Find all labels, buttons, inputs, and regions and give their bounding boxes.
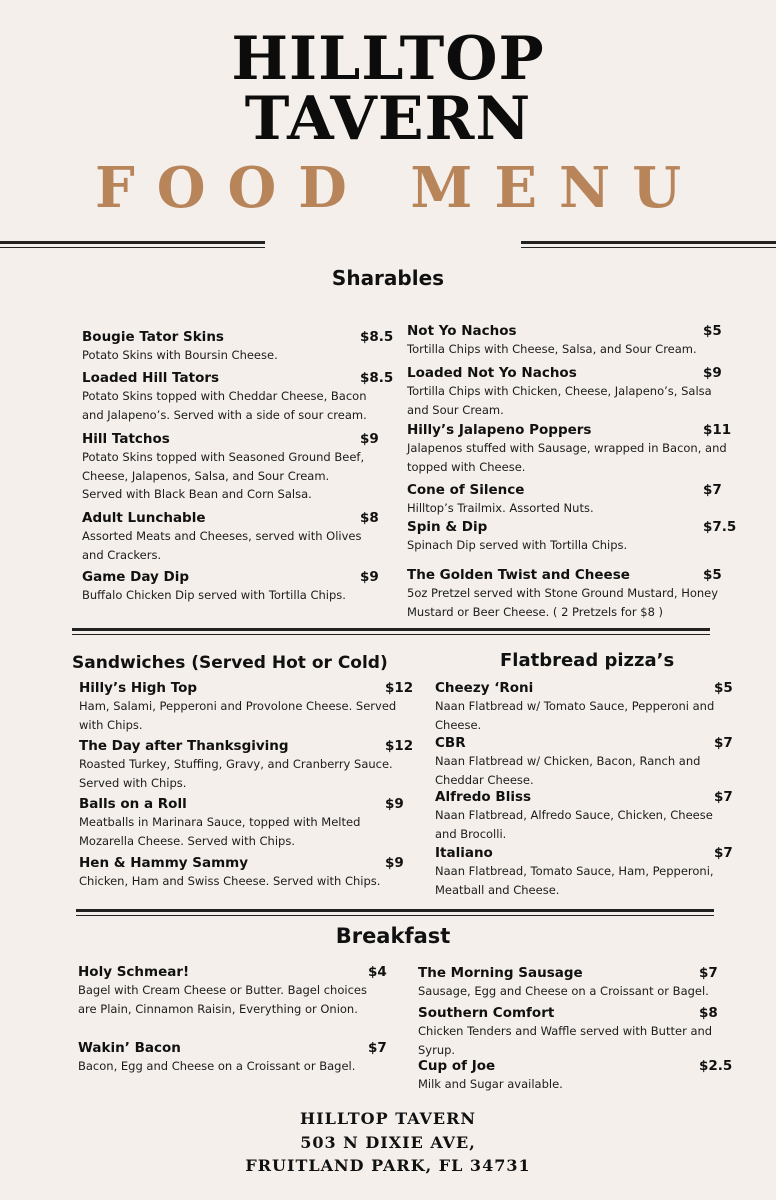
menu-item-name: Italiano <box>435 845 493 861</box>
menu-item-price: $7 <box>703 482 722 498</box>
menu-item-description: Potato Skins topped with Cheddar Cheese, Bacon and Jalapeno’s. Served with a side of sour cream. <box>82 389 367 422</box>
mid-rule-thick <box>76 909 714 912</box>
menu-item <box>418 1057 733 1094</box>
menu-item-description: Naan Flatbread w/ Tomato Sauce, Pepperoni and Cheese. <box>435 699 715 732</box>
menu-item-description: Chicken Tenders and Waffle served with Butter and Syrup. <box>418 1024 713 1057</box>
menu-item-price: $7 <box>714 735 733 751</box>
menu-item-description: Ham, Salami, Pepperoni and Provolone Cheese. Served with Chips. <box>79 699 397 732</box>
menu-item-price: $7 <box>699 965 718 981</box>
restaurant-name-line1: HILLTOP <box>231 24 545 94</box>
menu-item-description: Naan Flatbread w/ Chicken, Bacon, Ranch and Cheddar Cheese. <box>435 754 701 787</box>
menu-item-name: Cheezy ‘Roni <box>435 680 534 696</box>
header-rule-right-thin <box>521 247 776 248</box>
menu-item-name: Balls on a Roll <box>79 796 187 812</box>
mid-rule-thin <box>76 915 714 916</box>
menu-item <box>435 679 733 734</box>
menu-item-name: Adult Lunchable <box>82 510 206 526</box>
menu-item-name: The Day after Thanksgiving <box>79 738 289 754</box>
menu-item-name: The Golden Twist and Cheese <box>407 567 630 583</box>
menu-item-description: Sausage, Egg and Cheese on a Croissant or Bagel. <box>418 984 709 998</box>
menu-item-description: Bacon, Egg and Cheese on a Croissant or Bagel. <box>78 1059 356 1073</box>
header-rule-left-thin <box>0 247 265 248</box>
menu-item <box>418 964 726 1001</box>
menu-item-description: Naan Flatbread, Tomato Sauce, Ham, Pepperoni, Meatball and Cheese. <box>435 864 714 897</box>
menu-item-price: $7 <box>714 845 733 861</box>
sharables-rule-thin <box>72 634 710 635</box>
menu-item-name: Game Day Dip <box>82 569 190 585</box>
menu-item-name: Hilly’s High Top <box>79 680 198 696</box>
menu-item-price: $7.5 <box>703 519 737 535</box>
menu-item-name: Spin & Dip <box>407 519 488 535</box>
menu-item-price: $4 <box>368 964 387 980</box>
menu-item-price: $8 <box>699 1005 718 1021</box>
menu-item-description: Potato Skins with Boursin Cheese. <box>82 348 278 362</box>
menu-item-name: Holy Schmear! <box>78 964 190 980</box>
menu-item <box>82 509 379 564</box>
header-rule-right-thick <box>521 241 776 244</box>
section-title-sandwiches: Sandwiches (Served Hot or Cold) <box>72 653 388 673</box>
menu-item <box>435 734 733 789</box>
menu-item-price: $5 <box>703 567 722 583</box>
menu-item-price: $5 <box>703 323 722 339</box>
menu-item-name: Cup of Joe <box>418 1058 496 1074</box>
menu-item-description: Buffalo Chicken Dip served with Tortilla Chips. <box>82 588 346 602</box>
menu-item-name: Hilly’s Jalapeno Poppers <box>407 422 592 438</box>
menu-item-name: Bougie Tator Skins <box>82 329 224 345</box>
menu-item-price: $5 <box>714 680 733 696</box>
menu-item <box>82 430 379 504</box>
menu-item <box>78 963 386 1018</box>
menu-item-name: Not Yo Nachos <box>407 323 517 339</box>
footer-city: FRUITLAND PARK, FL 34731 <box>245 1156 531 1175</box>
section-title-breakfast: Breakfast <box>335 924 451 948</box>
menu-item <box>407 481 727 518</box>
menu-item-name: Loaded Not Yo Nachos <box>407 365 577 381</box>
menu-item-name: Cone of Silence <box>407 482 525 498</box>
menu-item-description: Tortilla Chips with Chicken, Cheese, Jalapeno’s, Salsa and Sour Cream. <box>407 384 712 417</box>
menu-item-description: 5oz Pretzel served with Stone Ground Mustard, Honey Mustard or Beer Cheese. ( 2 Pretzels for $8 ) <box>407 586 719 619</box>
menu-item-description: Milk and Sugar available. <box>418 1077 563 1091</box>
menu-item-description: Tortilla Chips with Cheese, Salsa, and Sour Cream. <box>407 342 697 356</box>
menu-item-name: Southern Comfort <box>418 1005 555 1021</box>
menu-item-price: $12 <box>385 738 414 754</box>
menu-item <box>78 1039 386 1076</box>
menu-item-price: $8.5 <box>360 370 394 386</box>
menu-item-description: Naan Flatbread, Alfredo Sauce, Chicken, Cheese and Brocolli. <box>435 808 713 841</box>
menu-item <box>407 566 727 621</box>
menu-item-price: $7 <box>368 1040 387 1056</box>
menu-item-description: Meatballs in Marinara Sauce, topped with Melted Mozarella Cheese. Served with Chips. <box>79 815 361 848</box>
menu-item <box>435 788 733 843</box>
menu-item-name: Alfredo Bliss <box>435 789 532 805</box>
menu-item-description: Assorted Meats and Cheeses, served with Olives and Crackers. <box>82 529 362 562</box>
menu-item-price: $8 <box>360 510 379 526</box>
menu-item <box>435 844 733 899</box>
menu-item <box>82 328 394 365</box>
menu-item-description: Chicken, Ham and Swiss Cheese. Served with Chips. <box>79 874 381 888</box>
menu-item-name: The Morning Sausage <box>418 965 583 981</box>
menu-item-name: Wakin’ Bacon <box>78 1040 181 1056</box>
sharables-rule-thick <box>72 628 710 631</box>
menu-item-price: $9 <box>385 796 404 812</box>
menu-item-description: Jalapenos stuffed with Sausage, wrapped in Bacon, and topped with Cheese. <box>407 441 727 474</box>
menu-item-description: Potato Skins topped with Seasoned Ground Beef, Cheese, Jalapenos, Salsa, and Sour Cream. Served with Black Bean and Corn Salsa. <box>82 450 365 501</box>
menu-item-name: Loaded Hill Tators <box>82 370 220 386</box>
menu-item-price: $2.5 <box>699 1058 733 1074</box>
menu-item-price: $9 <box>703 365 722 381</box>
menu-item <box>418 1004 726 1059</box>
menu-item <box>407 364 727 419</box>
menu-item-price: $7 <box>714 789 733 805</box>
menu-item-description: Bagel with Cream Cheese or Butter. Bagel choices are Plain, Cinnamon Raisin, Everything or Onion. <box>78 983 367 1016</box>
menu-item-price: $12 <box>385 680 414 696</box>
menu-item <box>82 369 394 424</box>
menu-item-price: $9 <box>360 569 379 585</box>
section-title-flatbread: Flatbread pizza’s <box>500 650 675 671</box>
menu-item <box>79 795 409 850</box>
menu-item-name: Hen & Hammy Sammy <box>79 855 249 871</box>
menu-item-description: Spinach Dip served with Tortilla Chips. <box>407 538 628 552</box>
menu-item-price: $9 <box>360 431 379 447</box>
menu-item <box>407 518 737 555</box>
footer-name: HILLTOP TAVERN <box>299 1109 477 1128</box>
section-title-sharables: Sharables <box>331 266 445 290</box>
menu-item <box>82 568 379 605</box>
menu-item-price: $8.5 <box>360 329 394 345</box>
menu-item-price: $9 <box>385 855 404 871</box>
menu-item-name: Hill Tatchos <box>82 431 170 447</box>
menu-item-price: $11 <box>703 422 732 438</box>
menu-item <box>407 421 732 476</box>
restaurant-name-line2: TAVERN <box>244 84 532 154</box>
menu-item-description: Roasted Turkey, Stuffing, Gravy, and Cranberry Sauce. Served with Chips. <box>79 757 393 790</box>
menu-item <box>407 322 727 359</box>
menu-item <box>79 737 414 792</box>
menu-item <box>79 854 409 891</box>
menu-item <box>79 679 414 734</box>
menu-item-description: Hilltop’s Trailmix. Assorted Nuts. <box>407 501 594 515</box>
header-rule-left-thick <box>0 241 265 244</box>
menu-title: FOOD MENU <box>94 155 704 221</box>
menu-item-name: CBR <box>435 735 466 751</box>
footer-street: 503 N DIXIE AVE, <box>300 1133 476 1152</box>
